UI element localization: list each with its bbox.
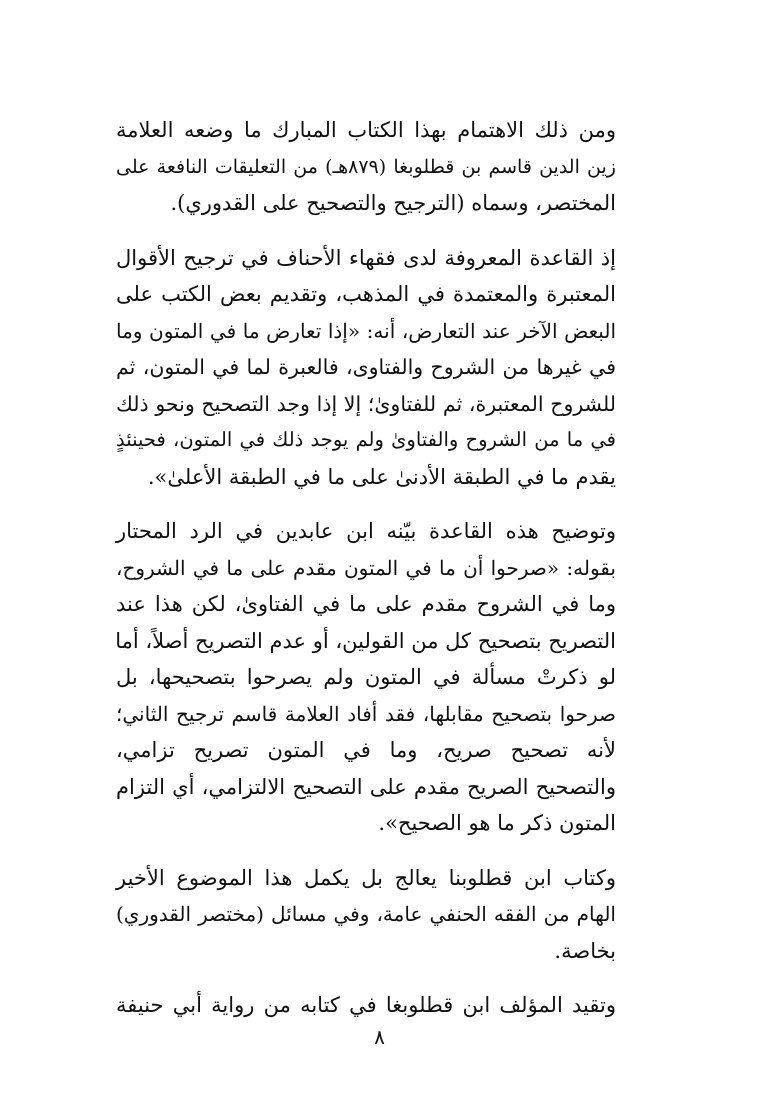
text-line: بقوله: «صرحوا أن ما في المتون مقدم على ما في الشروح،	[116, 555, 616, 580]
paragraph	[116, 513, 616, 842]
text-line: في ما من الشروح والفتاوىٰ ولم يوجد ذلك في المتون، فحينئذٍ	[116, 428, 616, 451]
paragraph	[116, 240, 616, 496]
paragraph	[116, 112, 616, 222]
text-line: وما في الشروح مقدم على ما في الفتاوىٰ، لكن هذا عند	[116, 592, 616, 616]
text-line: لأنه تصحيح صريح، وما في المتون تصريح تزامي،	[116, 738, 616, 762]
text-line: المتون ذكر ما هو الصحيح».	[378, 811, 616, 835]
text-line: المختصر، وسماه (الترجيح والتصحيح على القدوري).	[170, 191, 616, 215]
text-line: لو ذكرتْ مسألة في المتون ولم يصرحوا بتصحيحها، بل	[116, 665, 616, 689]
text-line: وتقيد المؤلف ابن قطلوبغا في كتابه من رواية أبي حنيفة	[116, 993, 616, 1017]
text-line: إذ القاعدة المعروفة لدى فقهاء الأحناف في ترجيح الأقوال	[116, 245, 616, 270]
text-line: يقدم ما في الطبقة الأدنىٰ على ما في الطبقة الأعلىٰ».	[147, 464, 616, 489]
text-line: بخاصة.	[554, 938, 616, 963]
text-line: البعض الآخر عند التعارض، أنه: «إذا تعارض ما في المتون وما	[116, 318, 616, 343]
paragraph	[116, 860, 616, 970]
text-line: زين الدين قاسم بن قطلوبغا (٨٧٩هـ) من التعليقات النافعة على	[116, 155, 616, 178]
text-line: الهام من الفقه الحنفي عامة، وفي مسائل (مختصر القدوري)	[116, 902, 616, 926]
body-text	[116, 112, 616, 1042]
text-line: في غيرها من الشروح والفتاوى، فالعبرة لما في المتون، ثم	[116, 355, 616, 379]
text-line: للشروح المعتبرة، ثم للفتاوىٰ؛ إلا إذا وجد التصحيح ونحو ذلك	[116, 391, 616, 416]
text-line: وتوضيح هذه القاعدة بيّنه ابن عابدين في الرد المحتار	[116, 519, 616, 543]
text-line: صرحوا بتصحيح مقابلها، فقد أفاد العلامة قاسم ترجيح الثاني؛	[116, 701, 616, 726]
text-line: المعتبرة والمعتمدة في المذهب، وتقديم بعض الكتب على	[116, 282, 616, 306]
text-line: وكتاب ابن قطلوبنا يعالج بل يكمل هذا الموضوع الأخير	[116, 865, 616, 890]
text-line: والتصحيح الصريح مقدم على التصحيح الالتزامي، أي التزام	[116, 774, 616, 799]
text-line: التصريح بتصحيح كل من القولين، أو عدم التصريح أصلاً، أما	[115, 628, 616, 653]
paragraph	[116, 987, 616, 1024]
page-number: ٨	[374, 1025, 385, 1049]
text-line: ومن ذلك الاهتمام بهذا الكتاب المبارك ما وضعه العلامة	[116, 118, 616, 142]
